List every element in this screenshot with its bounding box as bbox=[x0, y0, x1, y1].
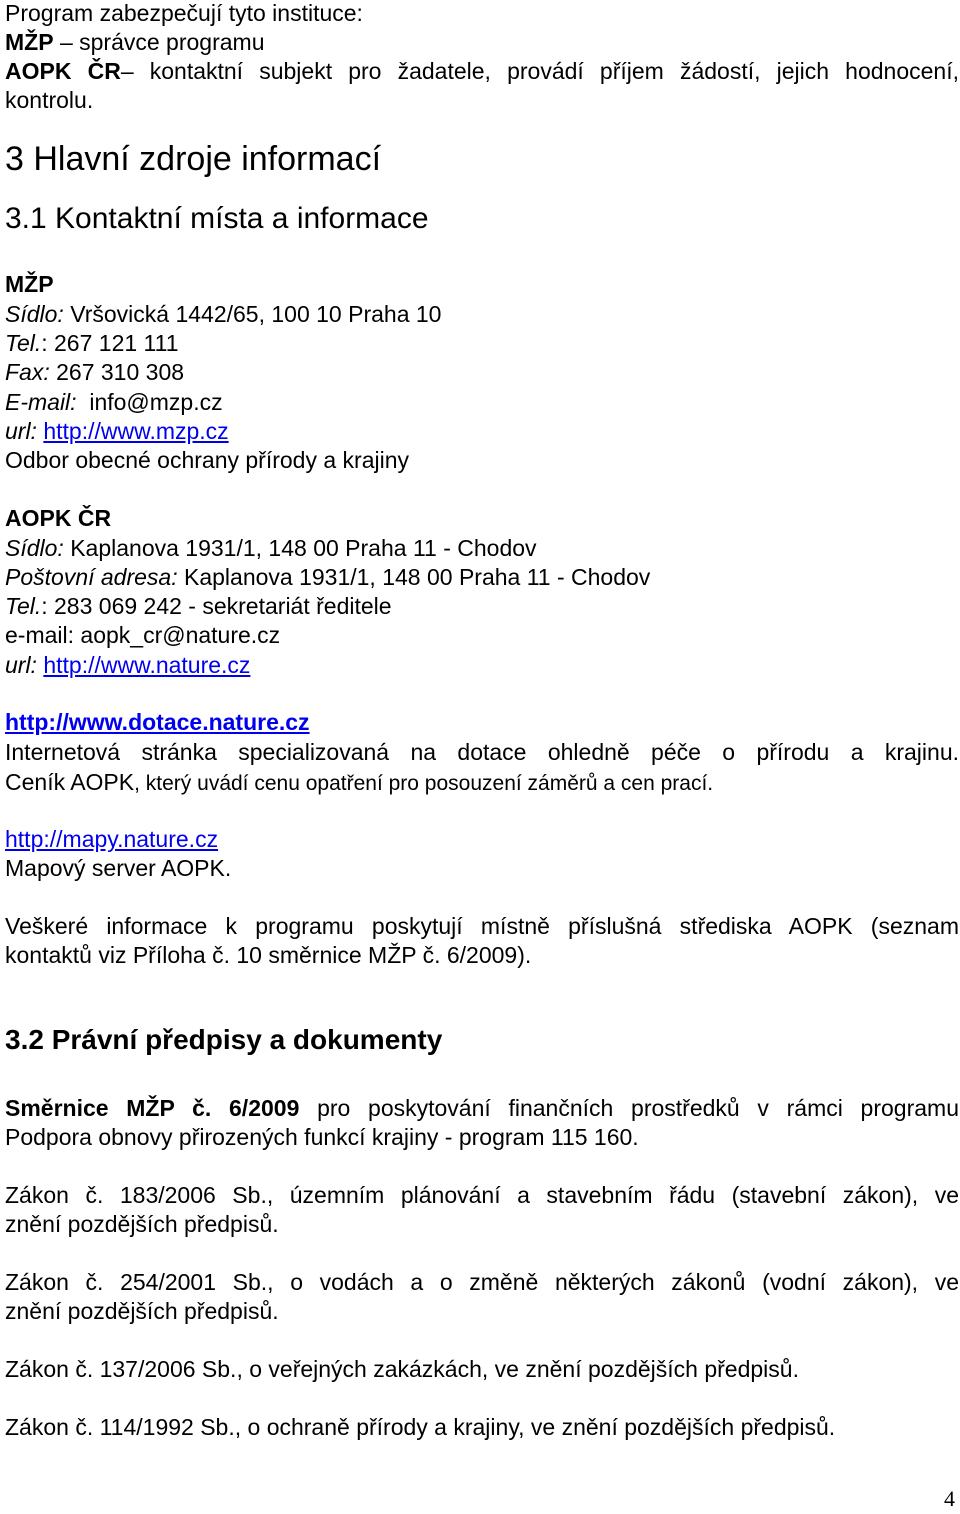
smernice-rest: pro poskytování finančních prostředků v rámci programu bbox=[299, 1095, 959, 1121]
smernice-line-1 bbox=[5, 1097, 959, 1120]
aopk-postal-label: Poštovní adresa: bbox=[5, 564, 178, 590]
intro-line: Program zabezpečují tyto instituce: bbox=[5, 0, 363, 26]
info-line-2: kontaktů viz Příloha č. 10 směrnice MŽP č. 6/2009). bbox=[5, 942, 532, 968]
section-3-1-heading: 3.1 Kontaktní místa a informace bbox=[5, 202, 429, 235]
zakon-183-line-2: znění pozdějších předpisů. bbox=[5, 1211, 279, 1237]
cenik-line bbox=[5, 771, 713, 794]
aopk-sidlo-value: Kaplanova 1931/1, 148 00 Praha 11 - Chodov bbox=[63, 535, 537, 561]
mzp-fax-label: Fax: bbox=[5, 359, 50, 385]
info-line-1: Veškeré informace k programu poskytují místně příslušná střediska AOPK (seznam bbox=[5, 913, 959, 939]
mzp-email bbox=[5, 391, 223, 414]
aopk-tel-label: Tel. bbox=[5, 593, 42, 619]
dotace-desc: Internetová stránka specializovaná na dotace ohledně péče o přírodu a krajinu. bbox=[5, 739, 959, 765]
dotace-url-line bbox=[5, 711, 310, 734]
aopk-url bbox=[5, 654, 250, 677]
mzp-tel-label: Tel. bbox=[5, 330, 42, 356]
aopk-postal bbox=[5, 566, 650, 589]
aopk-tel bbox=[5, 595, 392, 618]
aopk-role-line bbox=[5, 60, 959, 83]
zakon-114: Zákon č. 114/1992 Sb., o ochraně přírody a krajiny, ve znění pozdějších předpisů. bbox=[5, 1414, 836, 1440]
aopk-abbr: AOPK ČR bbox=[5, 58, 121, 84]
mzp-role: – správce programu bbox=[53, 29, 265, 55]
mzp-sidlo bbox=[5, 303, 441, 326]
section-3-heading: 3 Hlavní zdroje informací bbox=[5, 140, 382, 178]
cenik-desc: , který uvádí cenu opatření pro posouzení záměrů a cen prací. bbox=[134, 772, 714, 795]
mzp-email-label: E-mail: bbox=[5, 389, 77, 415]
mzp-abbr: MŽP bbox=[5, 29, 54, 55]
cenik-label: Ceník AOPK bbox=[5, 769, 135, 795]
smernice-line-2: Podpora obnovy přirozených funkcí krajiny - program 115 160. bbox=[5, 1124, 639, 1150]
aopk-sidlo-label: Sídlo: bbox=[5, 535, 64, 561]
mzp-dept: Odbor obecné ochrany přírody a krajiny bbox=[5, 447, 409, 473]
aopk-email: e-mail: aopk_cr@nature.cz bbox=[5, 622, 281, 648]
aopk-postal-value: Kaplanova 1931/1, 148 00 Praha 11 - Chodov bbox=[177, 564, 651, 590]
aopk-url-label: url: bbox=[5, 652, 37, 678]
mzp-url-label: url: bbox=[5, 418, 37, 444]
aopk-role: – kontaktní subjekt pro žadatele, provádí příjem žádostí, jejich hodnocení, bbox=[120, 58, 960, 84]
mzp-fax bbox=[5, 361, 184, 384]
mapy-url-link[interactable]: http://mapy.nature.cz bbox=[5, 826, 219, 852]
section-3-2-heading: 3.2 Právní předpisy a dokumenty bbox=[5, 1024, 443, 1055]
zakon-254-line-2: znění pozdějších předpisů. bbox=[5, 1298, 279, 1324]
aopk-tel-value: : 283 069 242 - sekretariát ředitele bbox=[41, 593, 392, 619]
mzp-tel bbox=[5, 332, 179, 355]
mapy-url-line bbox=[5, 828, 218, 851]
mzp-sidlo-value: Vršovická 1442/65, 100 10 Praha 10 bbox=[63, 301, 442, 327]
mzp-email-value: info@mzp.cz bbox=[76, 389, 223, 415]
aopk-sidlo bbox=[5, 537, 537, 560]
mzp-fax-value: 267 310 308 bbox=[49, 359, 185, 385]
dotace-url-link[interactable]: http://www.dotace.nature.cz bbox=[5, 709, 310, 735]
mzp-name: MŽP bbox=[5, 271, 54, 297]
page-number: 4 bbox=[944, 1486, 955, 1511]
smernice-title: Směrnice MŽP č. 6/2009 bbox=[5, 1095, 300, 1121]
zakon-183-line-1: Zákon č. 183/2006 Sb., územním plánování a stavebním řádu (stavební zákon), ve bbox=[5, 1182, 959, 1208]
mapy-desc: Mapový server AOPK. bbox=[5, 855, 232, 881]
mzp-role-line bbox=[5, 31, 265, 54]
zakon-254-line-1: Zákon č. 254/2001 Sb., o vodách a o změně některých zákonů (vodní zákon), ve bbox=[5, 1269, 959, 1295]
mzp-url bbox=[5, 420, 229, 443]
mzp-sidlo-label: Sídlo: bbox=[5, 301, 64, 327]
zakon-137: Zákon č. 137/2006 Sb., o veřejných zakázkách, ve znění pozdějších předpisů. bbox=[5, 1356, 799, 1382]
aopk-name: AOPK ČR bbox=[5, 505, 112, 531]
aopk-url-link[interactable]: http://www.nature.cz bbox=[43, 652, 251, 678]
mzp-url-link[interactable]: http://www.mzp.cz bbox=[43, 418, 229, 444]
mzp-tel-value: : 267 121 111 bbox=[41, 330, 179, 356]
aopk-role-cont: kontrolu. bbox=[5, 87, 94, 113]
